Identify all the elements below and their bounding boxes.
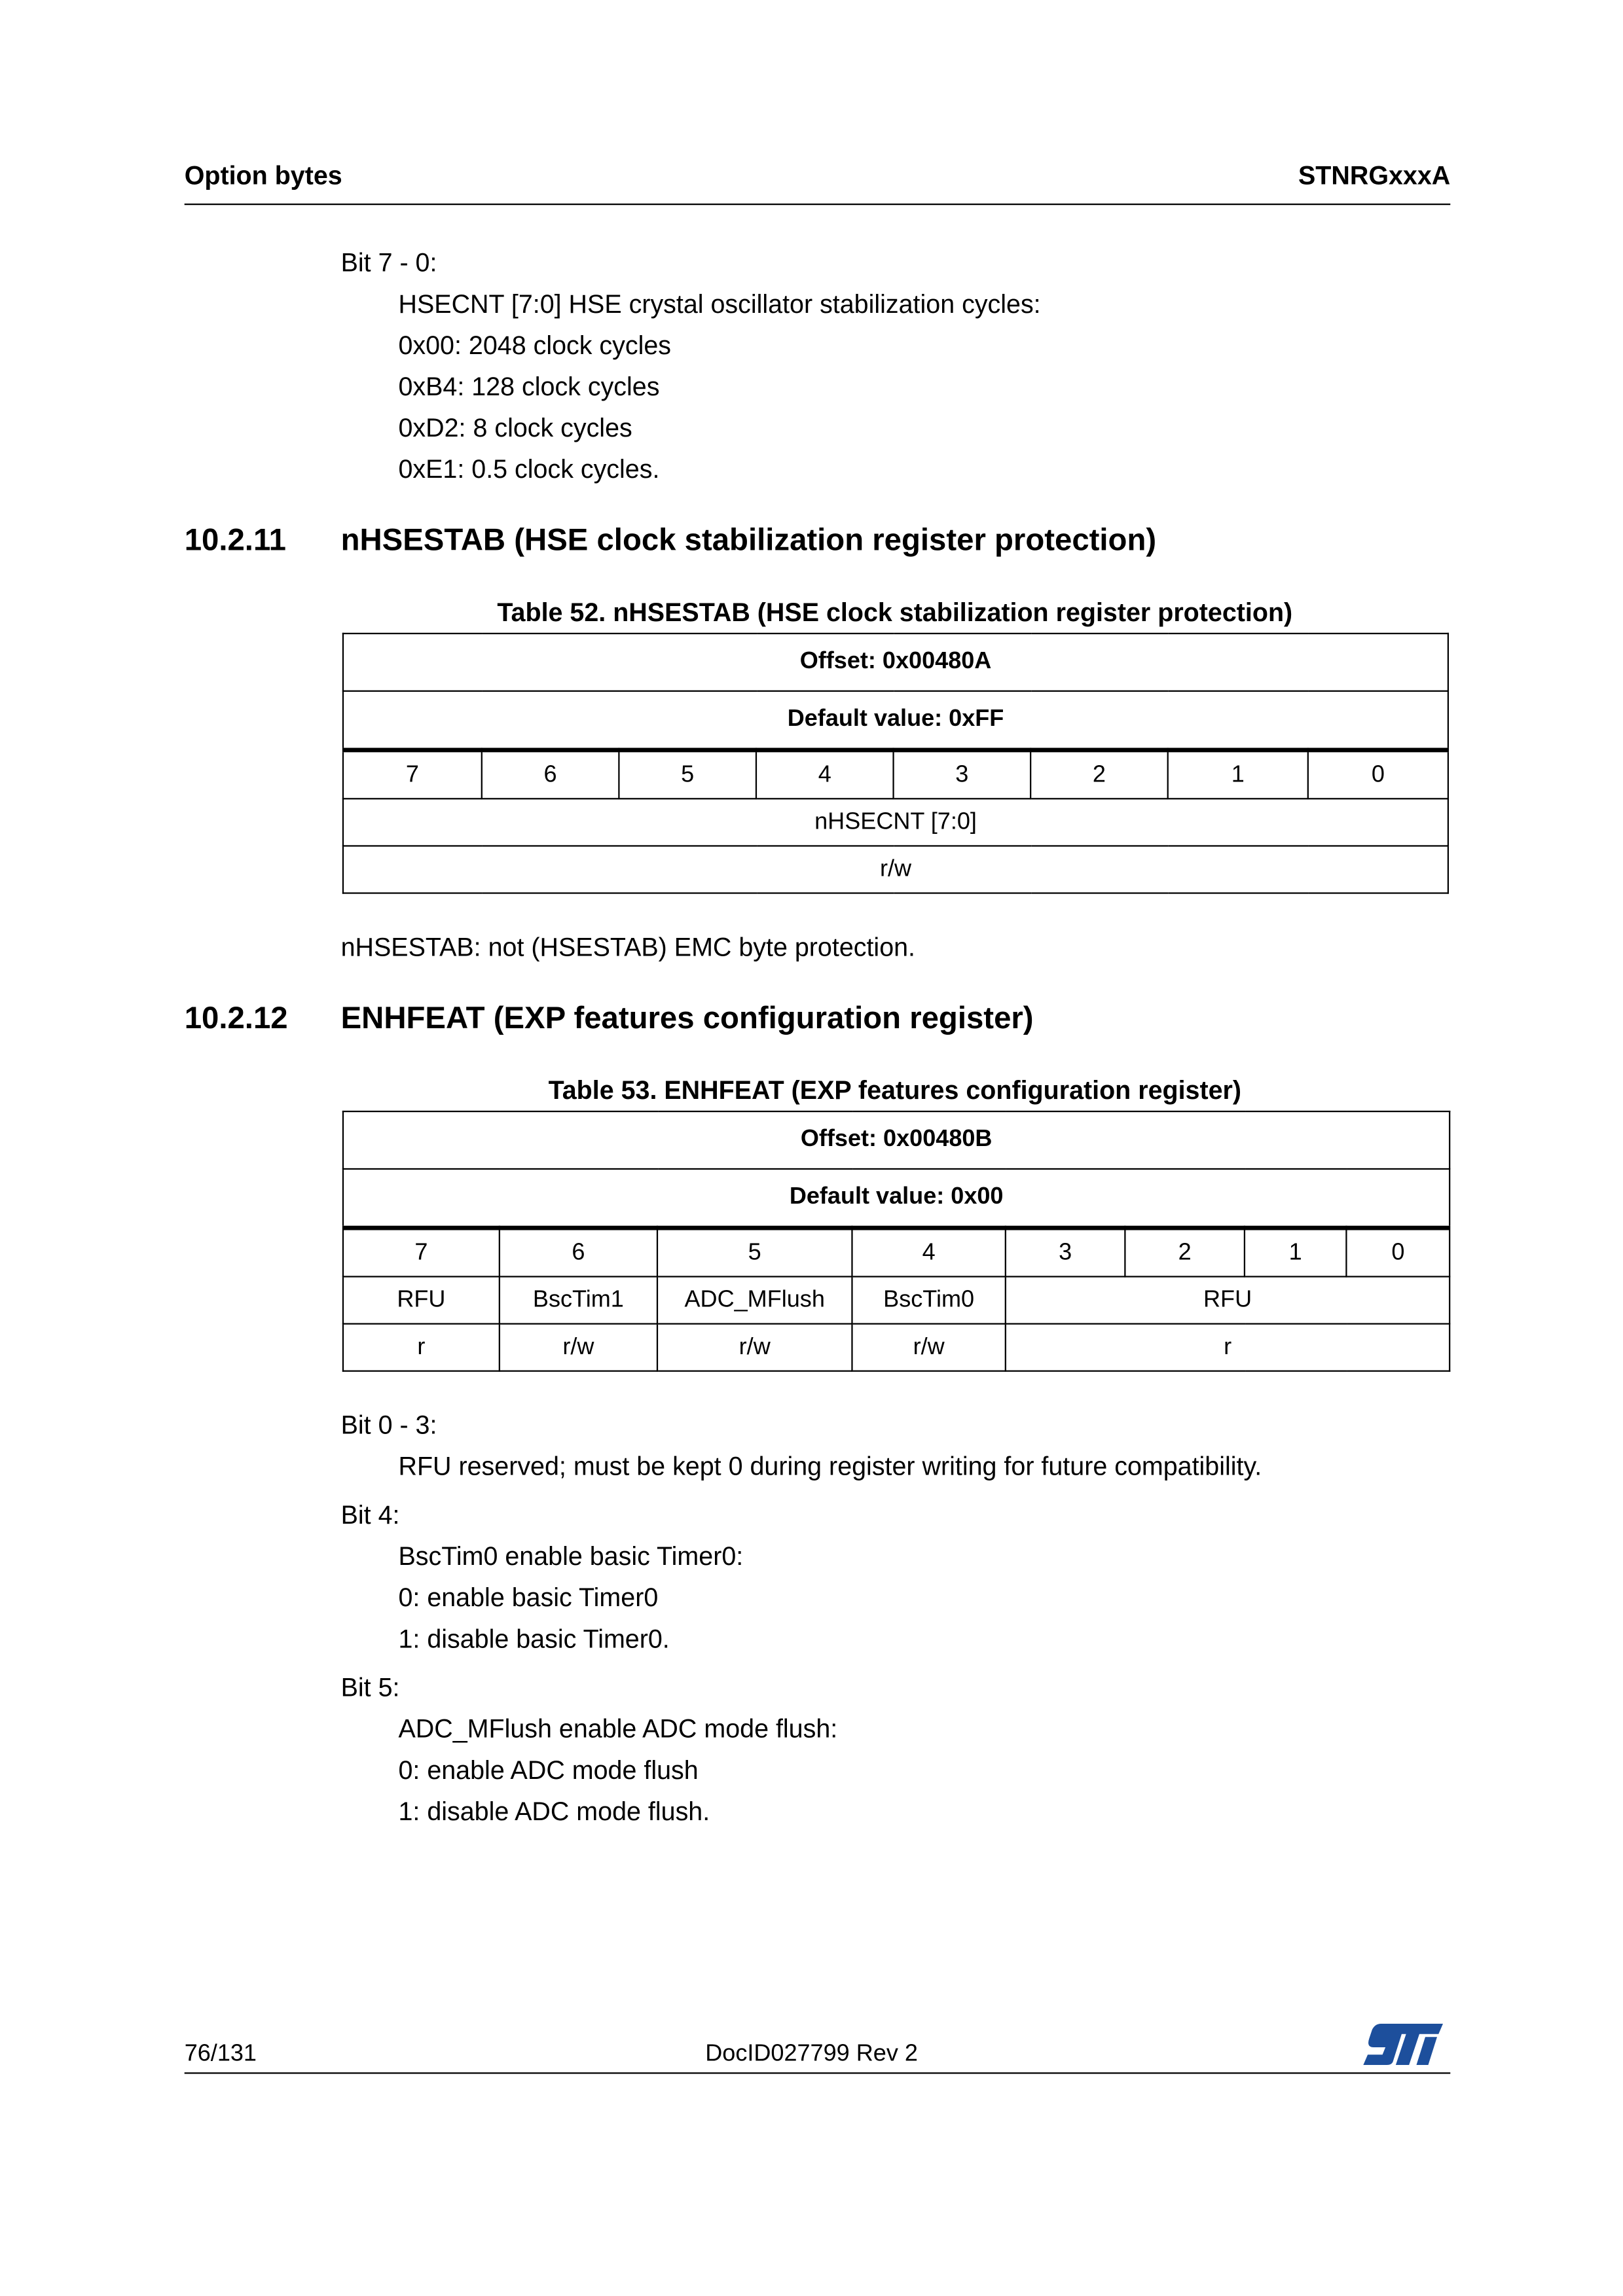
access-cell: r/w — [343, 846, 1448, 893]
register-table-52 — [342, 633, 1449, 894]
field-cell: RFU — [1006, 1276, 1450, 1323]
bit-desc: 0x00: 2048 clock cycles — [398, 330, 672, 360]
doc-id: DocID027799 Rev 2 — [705, 2041, 918, 2067]
bit-desc: 1: disable basic Timer0. — [398, 1624, 670, 1654]
bit-desc: HSECNT [7:0] HSE crystal oscillator stabilization cycles: — [398, 289, 1041, 319]
offset-cell: Offset: 0x00480A — [343, 634, 1448, 691]
bit-number: 3 — [1006, 1228, 1125, 1276]
bit-desc: 0xB4: 128 clock cycles — [398, 371, 660, 401]
access-cell: r — [343, 1324, 500, 1371]
default-value-cell: Default value: 0x00 — [343, 1169, 1450, 1228]
bit-desc: 0xE1: 0.5 clock cycles. — [398, 454, 660, 484]
bit-number: 7 — [343, 1228, 500, 1276]
register-table-53 — [342, 1111, 1451, 1372]
bit-desc: 0: enable ADC mode flush — [398, 1755, 699, 1785]
header-rule — [185, 204, 1451, 205]
bit-number: 1 — [1168, 750, 1308, 798]
bit-label: Bit 7 - 0: — [340, 247, 437, 278]
note: nHSESTAB: not (HSESTAB) EMC byte protection. — [340, 932, 916, 962]
header-product: STNRGxxxA — [1298, 160, 1451, 190]
section-title: ENHFEAT (EXP features configuration register) — [340, 1001, 1034, 1036]
bit-number: 5 — [619, 750, 756, 798]
section-title: nHSESTAB (HSE clock stabilization register protection) — [340, 524, 1157, 558]
bit-label: Bit 5: — [340, 1672, 400, 1702]
bit-number: 6 — [500, 1228, 657, 1276]
field-cell: BscTim1 — [500, 1276, 657, 1323]
bit-number: 6 — [482, 750, 619, 798]
bit-number: 4 — [756, 750, 894, 798]
table-caption: Table 52. nHSESTAB (HSE clock stabilization register protection) — [497, 597, 1293, 627]
bit-number: 2 — [1125, 1228, 1245, 1276]
offset-cell: Offset: 0x00480B — [343, 1111, 1450, 1169]
section-number: 10.2.12 — [184, 1001, 288, 1036]
bit-desc: BscTim0 enable basic Timer0: — [398, 1541, 744, 1571]
access-cell: r/w — [500, 1324, 657, 1371]
field-cell: BscTim0 — [852, 1276, 1005, 1323]
bit-number: 4 — [852, 1228, 1005, 1276]
bit-desc: RFU reserved; must be kept 0 during register writing for future compatibility. — [398, 1451, 1262, 1481]
bit-number: 3 — [894, 750, 1031, 798]
bit-desc: 0xD2: 8 clock cycles — [398, 413, 632, 443]
access-cell: r/w — [657, 1324, 852, 1371]
section-number: 10.2.11 — [184, 524, 286, 558]
page-number: 76/131 — [184, 2041, 257, 2067]
header-section: Option bytes — [184, 160, 342, 190]
field-cell: RFU — [343, 1276, 500, 1323]
field-cell: ADC_MFlush — [657, 1276, 852, 1323]
access-cell: r/w — [852, 1324, 1005, 1371]
bit-number: 7 — [343, 750, 482, 798]
bit-label: Bit 4: — [340, 1499, 400, 1530]
bit-number: 5 — [657, 1228, 852, 1276]
bit-number: 1 — [1245, 1228, 1346, 1276]
bit-number: 0 — [1308, 750, 1448, 798]
bit-number: 2 — [1030, 750, 1168, 798]
access-cell: r — [1006, 1324, 1450, 1371]
footer-rule — [185, 2072, 1451, 2073]
st-logo — [1360, 2020, 1446, 2068]
bit-desc: 1: disable ADC mode flush. — [398, 1796, 710, 1826]
default-value-cell: Default value: 0xFF — [343, 691, 1448, 750]
bit-desc: ADC_MFlush enable ADC mode flush: — [398, 1713, 838, 1744]
table-caption: Table 53. ENHFEAT (EXP features configuration register) — [548, 1075, 1242, 1105]
bit-number: 0 — [1346, 1228, 1450, 1276]
bit-desc: 0: enable basic Timer0 — [398, 1583, 659, 1613]
field-cell: nHSECNT [7:0] — [343, 798, 1448, 846]
bit-label: Bit 0 - 3: — [340, 1410, 437, 1440]
